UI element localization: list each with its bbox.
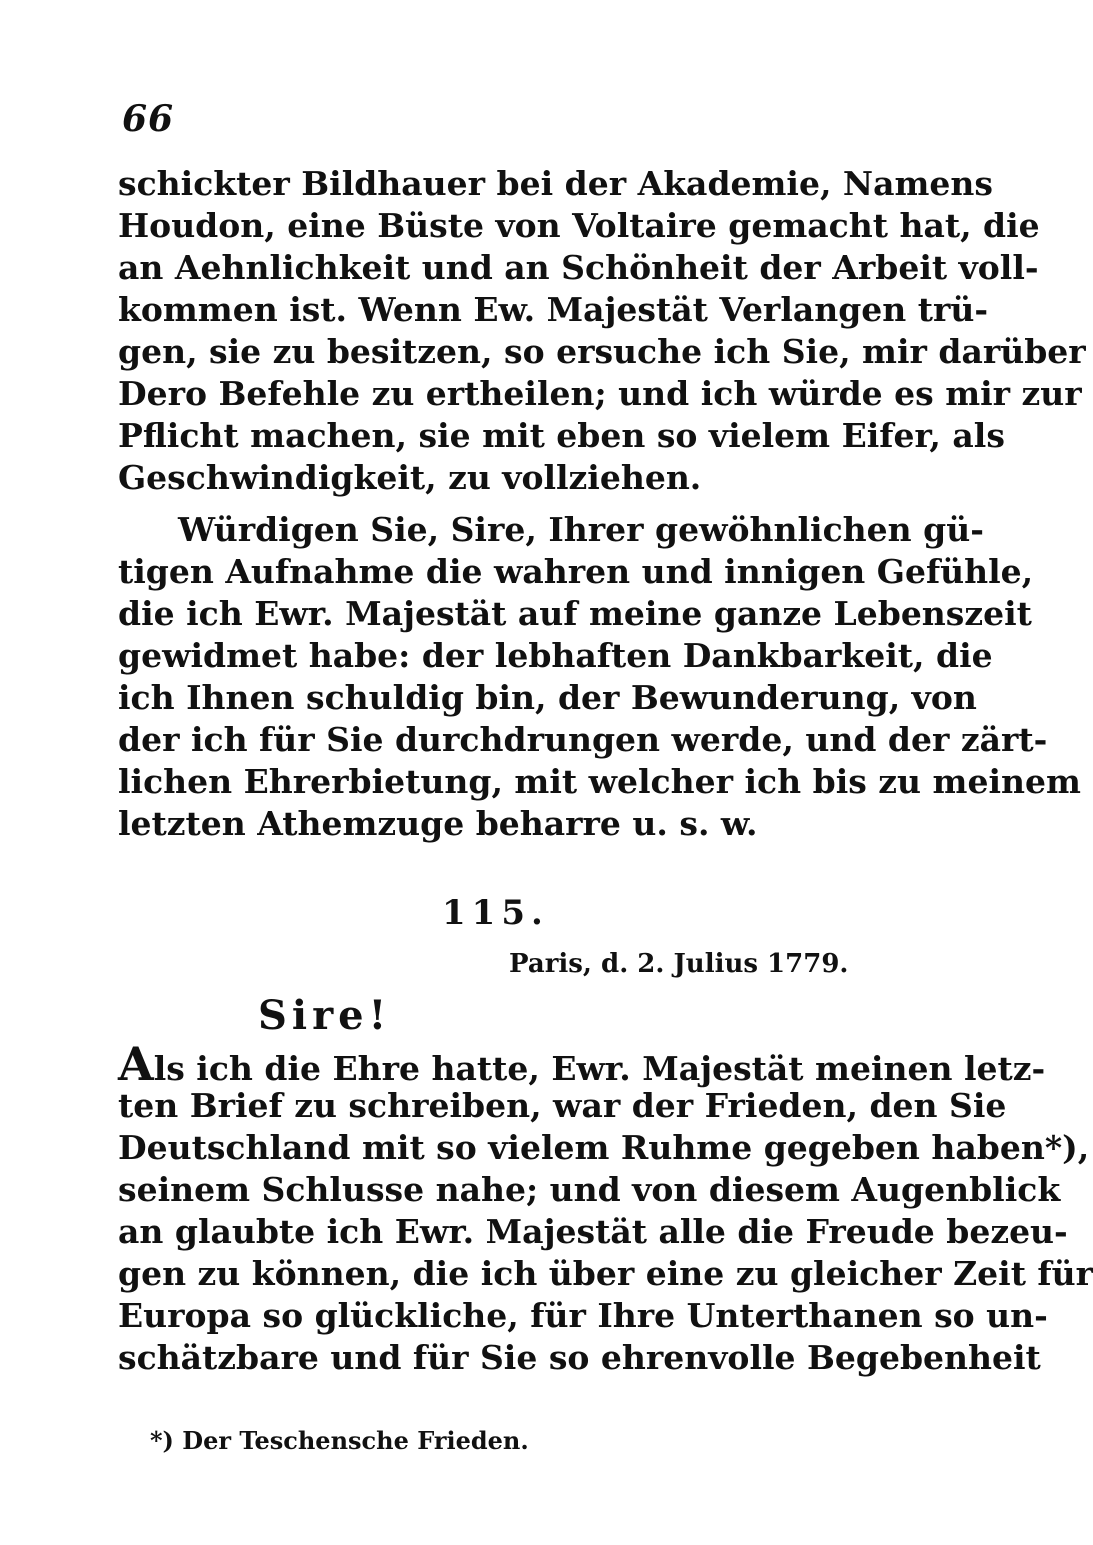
text-line: ten Brief zu schreiben, war der Frieden, den Sie: [118, 1086, 1007, 1125]
text-line: kommen ist. Wenn Ew. Majestät Verlangen trü-: [118, 290, 989, 329]
text-line: ich Ihnen schuldig bin, der Bewunderung, von: [118, 678, 977, 717]
letter-body: [118, 1037, 1093, 1379]
dateline: Paris, d. 2. Julius 1779.: [509, 949, 849, 979]
paragraph-continuation: [118, 163, 1086, 499]
salutation: Sire!: [258, 992, 392, 1039]
first-line-text: ls ich die Ehre hatte, Ewr. Majestät meinen letz-: [153, 1049, 1046, 1088]
text-line: Houdon, eine Büste von Voltaire gemacht hat, die: [118, 206, 1040, 245]
letter-number: 115.: [442, 893, 549, 933]
paragraph-closing: [118, 509, 1081, 845]
text-line: der ich für Sie durchdrungen werde, und der zärt-: [118, 720, 1048, 759]
drop-cap: A: [118, 1037, 154, 1091]
text-line: lichen Ehrerbietung, mit welcher ich bis zu meinem: [118, 762, 1081, 801]
text-line: seinem Schlusse nahe; und von diesem Augenblick: [118, 1170, 1061, 1209]
text-line: Deutschland mit so vielem Ruhme gegeben haben*),: [118, 1128, 1090, 1167]
text-line: schickter Bildhauer bei der Akademie, Namens: [118, 164, 993, 203]
text-line: gewidmet habe: der lebhaften Dankbarkeit, die: [118, 636, 993, 675]
text-line: letzten Athemzuge beharre u. s. w.: [118, 804, 758, 843]
text-line: an Aehnlichkeit und an Schönheit der Arbeit voll-: [118, 248, 1039, 287]
text-line: Würdigen Sie, Sire, Ihrer gewöhnlichen gü-: [178, 510, 984, 549]
text-line: die ich Ewr. Majestät auf meine ganze Lebenszeit: [118, 594, 1032, 633]
text-line: an glaubte ich Ewr. Majestät alle die Freude bezeu-: [118, 1212, 1068, 1251]
text-line: Geschwindigkeit, zu vollziehen.: [118, 458, 702, 497]
footnote: *) Der Teschensche Frieden.: [150, 1426, 529, 1455]
text-line: gen, sie zu besitzen, so ersuche ich Sie, mir darüber: [118, 332, 1086, 371]
text-line: Dero Befehle zu ertheilen; und ich würde es mir zur: [118, 374, 1082, 413]
text-line: schätzbare und für Sie so ehrenvolle Begebenheit: [118, 1338, 1041, 1377]
text-line: gen zu können, die ich über eine zu gleicher Zeit für: [118, 1254, 1093, 1293]
text-line: Pflicht machen, sie mit eben so vielem Eifer, als: [118, 416, 1005, 455]
text-line: Europa so glückliche, für Ihre Unterthanen so un-: [118, 1296, 1048, 1335]
page-number: 66: [122, 98, 175, 140]
text-line: tigen Aufnahme die wahren und innigen Gefühle,: [118, 552, 1034, 591]
text-line-first: [118, 1037, 1046, 1091]
